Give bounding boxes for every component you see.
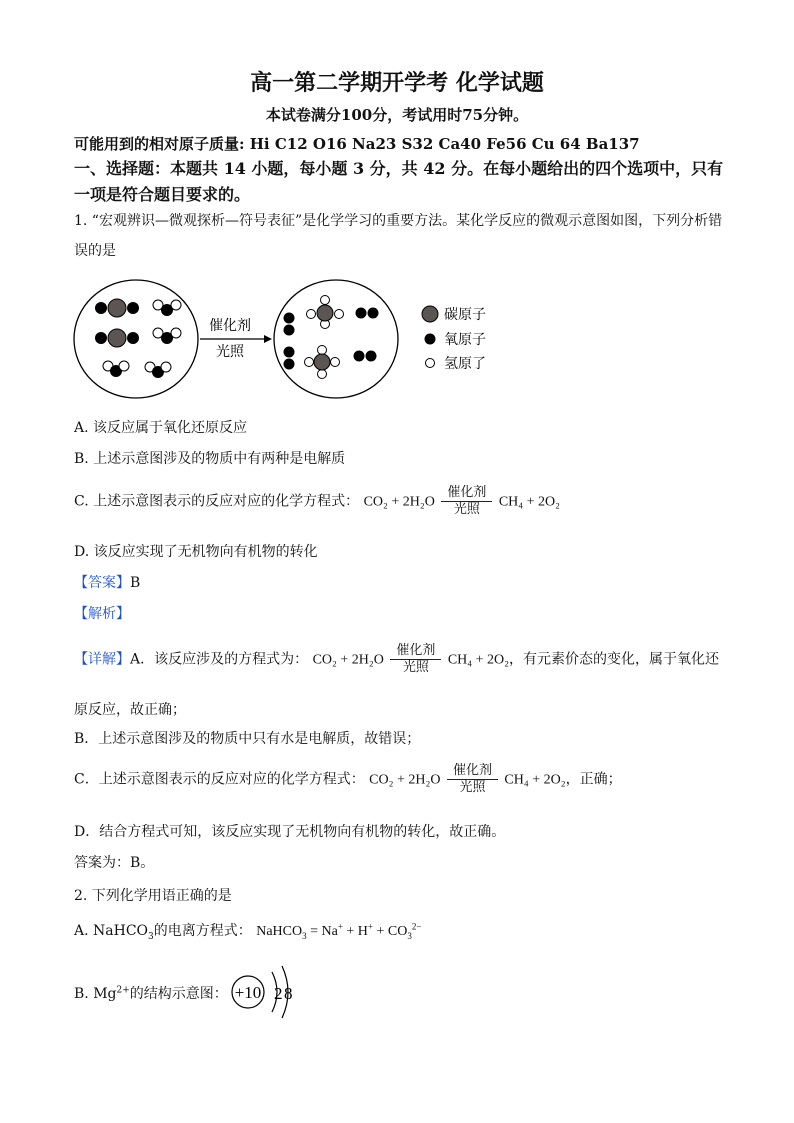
final-answer: 答案为：B。 — [74, 855, 155, 871]
q1-option-d: D. 该反应实现了无机物向有机物的转化 — [74, 544, 318, 560]
products-circle — [274, 280, 398, 398]
answer-line: 【答案】B — [74, 575, 141, 591]
h2o-molecule — [103, 361, 129, 377]
legend-hydrogen: 氢原了 — [444, 356, 486, 372]
equation-condition: $\frac{\text{催化剂}}{\text{光照}}$ — [441, 485, 492, 518]
ch4-molecule — [305, 346, 340, 379]
legend-oxygen: 氧原子 — [444, 332, 486, 348]
q1-option-b: B. 上述示意图涉及的物质中有两种是电解质 — [74, 451, 346, 467]
equation-left: CO₂ + 2H₂O — [363, 494, 435, 510]
exam-subtitle: 本试卷满分100分，考试用时75分钟。 — [265, 106, 529, 124]
light-label: 光照 — [216, 344, 244, 360]
co2-molecule — [95, 329, 139, 347]
detail-a: 【详解】A．该反应涉及的方程式为： CO₂ + 2H₂O $\frac{\text{催化剂}}{\text{光照}}$ CH₄ + 2O₂，有元素价态的变化，属于氧化还 — [74, 643, 720, 675]
section-heading-line2: 一项是符合题目要求的。 — [74, 185, 251, 204]
q2-option-a: A. NaHCO$_3$的电离方程式： NaHCO$_3$ = $Na^+ + H^+ + CO_3^{2-}$ — [74, 921, 422, 942]
atomic-masses: 可能用到的相对原子质量: Hi C12 O16 Na23 S32 Ca40 Fe56 Cu 64 Ba137 — [74, 135, 640, 153]
oxygen-legend-icon — [425, 334, 436, 345]
equation-right: CH₄ + 2O₂ — [498, 494, 561, 510]
o2-molecule — [284, 313, 295, 336]
o2-molecule — [354, 351, 377, 362]
mg-ion-structure-diagram — [228, 962, 308, 1022]
analysis-tag: 【解析】 — [74, 606, 130, 622]
page-title: 高一第二学期开学考 化学试题 — [250, 70, 544, 96]
q1-option-a: A. 该反应属于氧化还原反应 — [74, 420, 248, 436]
o2-molecule — [284, 347, 295, 370]
reaction-diagram — [70, 272, 510, 407]
detail-b: B．上述示意图涉及的物质中只有水是电解质，故错误； — [74, 731, 421, 747]
ch4-molecule — [307, 296, 344, 329]
co2-molecule — [95, 299, 139, 317]
carbon-legend-icon — [422, 306, 438, 322]
detail-d: D．结合方程式可知，该反应实现了无机物向有机物的转化，故正确。 — [74, 824, 506, 840]
q1-option-c-text: C. 上述示意图表示的反应对应的化学方程式： — [74, 493, 360, 510]
legend-carbon: 碳原子 — [444, 307, 486, 323]
catalyst-label: 催化剂 — [209, 318, 251, 334]
o2-molecule — [356, 308, 379, 319]
q1-option-c — [74, 485, 560, 518]
q2-option-b: B. $Mg^{2+}$的结构示意图： — [74, 985, 228, 1002]
detail-c: C．上述示意图表示的反应对应的化学方程式： CO₂ + 2H₂O $\frac{\text{催化剂}}{\text{光照}}$ CH₄ + 2O₂，正确； — [74, 763, 622, 795]
h2o-molecule — [153, 300, 181, 316]
hydrogen-legend-icon — [426, 359, 435, 368]
q1-stem-line2: 误的是 — [74, 243, 116, 259]
section-heading-line1: 一、选择题：本题共 14 小题，每小题 3 分，共 42 分。在每小题给出的四个选项中，只有 — [74, 159, 724, 178]
h2o-molecule — [153, 328, 181, 344]
h2o-molecule — [145, 362, 171, 378]
q2-stem: 2. 下列化学用语正确的是 — [74, 888, 232, 904]
q1-stem-line1: 1. “宏观辨识—微观探析—符号表征”是化学学习的重要方法。某化学反应的微观示意图如图，下列分析错 — [74, 213, 723, 229]
shell-2-count: 8 — [284, 984, 293, 1003]
detail-a-line2: 原反应，故正确； — [74, 702, 186, 718]
nucleus-charge: +10 — [234, 983, 262, 1002]
shell-1-count: 2 — [274, 984, 283, 1003]
